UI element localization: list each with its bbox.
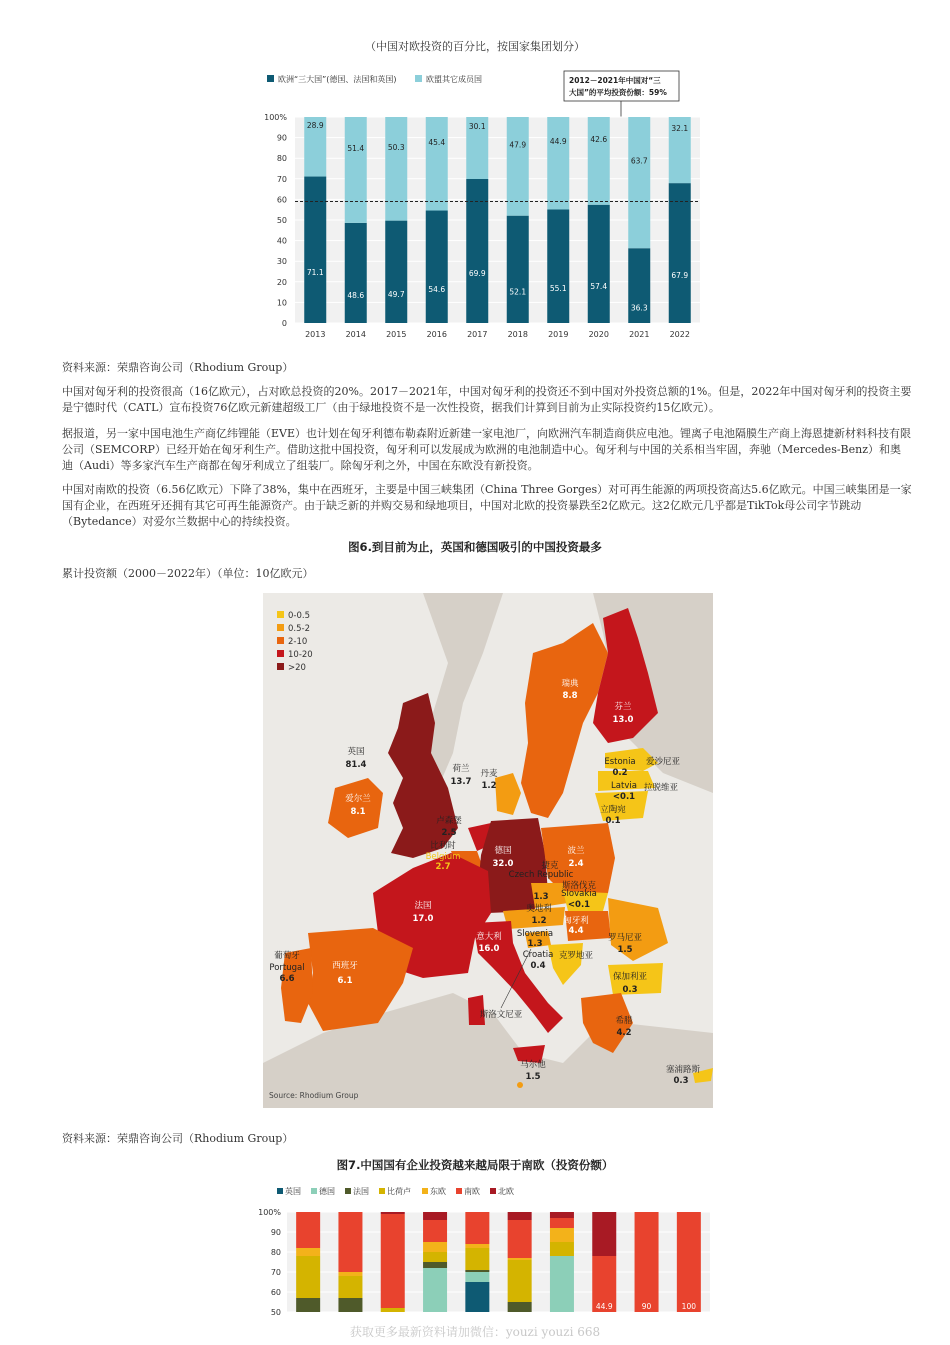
bar-segment	[547, 209, 569, 323]
y-tick-label: 10	[276, 298, 287, 308]
map-legend-4: >20	[288, 663, 306, 673]
fig7-bar-segment	[381, 1214, 405, 1308]
fig7-y-tick-label: 90	[270, 1228, 281, 1237]
label-be: 比利时	[430, 841, 456, 851]
legend-swatch-other	[415, 75, 422, 82]
legend-big3: 欧洲“三大国”(德国、法国和英国)	[278, 75, 397, 84]
fig7-legend-label: 北欧	[498, 1187, 514, 1196]
map-legend-swatch-3	[277, 650, 284, 657]
fig7-bar-segment	[465, 1212, 489, 1244]
label-mt: 马尔他	[520, 1060, 546, 1070]
fig7-y-tick-label: 50	[270, 1308, 281, 1316]
value-hr: 0.4	[530, 961, 546, 971]
fig6-subtitle: 累计投资额（2000－2022年）（单位：10亿欧元）	[62, 567, 314, 580]
bar-segment	[426, 117, 448, 211]
y-tick-label: 100%	[264, 113, 287, 122]
fig7-bar-segment	[508, 1260, 532, 1302]
fig7-bar-segment	[338, 1298, 362, 1312]
fig7-data-label: 100	[681, 1302, 697, 1311]
fig7-bar-segment	[296, 1298, 320, 1312]
fig7-bar-segment	[381, 1212, 405, 1214]
paragraph-3: 中国对南欧的投资（6.56亿欧元）下降了38%，集中在西班牙，主要是中国三峡集团（China Three Gorges）对可再生能源的两项投资高达5.6亿欧元。中国三峡集团是一家国有企业，在西班牙还拥有其它可再生能源资产。由于缺乏新的并购交易和绿地项目，中国对北欧的投资暴跌至2亿欧元。这2亿欧元几乎都是TikTok母公司字节跳动（Bytedance）对爱尔兰数据中心的持续投资。	[62, 483, 912, 528]
x-tick-label: 2014	[345, 330, 366, 339]
y-tick-label: 80	[276, 154, 287, 164]
label-hr: 克罗地亚	[558, 951, 594, 961]
fig7-legend-label: 法国	[353, 1187, 369, 1196]
value-se: 8.8	[562, 691, 578, 701]
fig7-bar-segment	[508, 1212, 532, 1220]
data-label: 42.6	[590, 134, 608, 144]
value-nl: 13.7	[450, 777, 472, 787]
fig7-bar-segment	[550, 1256, 574, 1312]
fig7-bar-segment	[508, 1302, 532, 1312]
label-se: 瑞典	[561, 679, 579, 689]
fig6-source: 资料来源：荣鼎咨询公司（Rhodium Group）	[62, 1132, 294, 1145]
value-es: 6.1	[337, 976, 353, 986]
y-tick-label: 60	[276, 195, 287, 205]
fig7-y-tick-label: 60	[270, 1288, 281, 1297]
label-lu: 卢森堡	[436, 816, 462, 826]
fig5-source: 资料来源：荣鼎咨询公司（Rhodium Group）	[62, 361, 294, 374]
bar-segment	[304, 177, 326, 323]
map-legend-swatch-4	[277, 663, 284, 670]
fig7-legend-swatch	[277, 1188, 283, 1194]
label-lv-en: Latvia	[611, 781, 637, 791]
value-fr: 17.0	[412, 914, 434, 924]
bar-segment	[385, 221, 407, 323]
label-lv: 拉脱维亚	[643, 783, 679, 793]
paragraph-1: 中国对匈牙利的投资很高（16亿欧元），占对欧总投资的20%。2017－2021年，中国对匈牙利的投资还不到中国对外投资总额的1%。但是，2022年中国对匈牙利的投资主要是宁德时代（CATL）宣布投资76亿欧元新建超级工厂（由于绿地投资不是一次性投资，据我们计算到目前为止实际投资约15亿欧元）。	[62, 385, 912, 414]
fig7-bar-segment	[423, 1252, 447, 1262]
data-label: 63.7	[630, 156, 648, 166]
fig7-bar-segment	[465, 1272, 489, 1282]
map-malta	[517, 1082, 523, 1088]
map-legend-swatch-2	[277, 637, 284, 644]
label-gr: 希腊	[615, 1016, 633, 1026]
label-de: 德国	[494, 846, 512, 856]
label-es: 西班牙	[332, 961, 358, 971]
bar-segment	[466, 179, 488, 323]
fig7-title: 图7.中国国有企业投资越来越局限于南欧（投资份额）	[336, 1158, 614, 1172]
map-legend-3: 10-20	[288, 650, 313, 660]
value-pt: 6.6	[279, 974, 295, 984]
x-tick-label: 2018	[507, 330, 528, 339]
x-tick-label: 2020	[588, 330, 609, 339]
label-pt-en: Portugal	[269, 963, 305, 973]
value-ie: 8.1	[350, 807, 366, 817]
fig7-bar-segment	[635, 1212, 659, 1312]
fig6-title: 图6.到目前为止，英国和德国吸引的中国投资最多	[348, 540, 602, 554]
fig7-legend-swatch	[379, 1188, 385, 1194]
value-be: 2.7	[435, 862, 451, 872]
fig7-legend-label: 南欧	[464, 1187, 480, 1196]
fig7-chart	[255, 1182, 715, 1316]
annotation-line1: 2012－2021年中国对“三	[569, 76, 661, 85]
fig7-bar-segment	[508, 1258, 532, 1260]
paragraph-2: 据报道，另一家中国电池生产商亿纬锂能（EVE）也计划在匈牙利德布勒森附近新建一家电池厂，向欧洲汽车制造商供应电池。锂离子电池隔膜生产商上海恩捷新材料科技有限公司（SEMCORP）已经开始在匈牙利生产。借助这批中国投资，匈牙利可以发展成为欧洲的电池制造中心。匈牙利与中国的关系相当牢固，奔驰（Mercedes-Benz）和奥迪（Audi）等多家汽车生产商都在匈牙利成立了组装厂。除匈牙利之外，中国在东欧没有新投资。	[62, 427, 911, 472]
value-lt: 0.1	[605, 816, 621, 826]
label-fi: 芬兰	[614, 702, 632, 712]
value-mt: 1.5	[525, 1072, 541, 1082]
data-label: 48.6	[347, 290, 365, 300]
data-label: 32.1	[671, 124, 689, 134]
fig7-bar-segment	[423, 1212, 447, 1220]
fig7-bar-segment	[550, 1212, 574, 1218]
label-ee-en: Estonia	[604, 757, 636, 767]
fig7-bar-segment	[296, 1248, 320, 1256]
x-tick-label: 2022	[669, 330, 690, 339]
fig7-bar-segment	[465, 1282, 489, 1312]
annotation-line2: 大国”的平均投资份额：59%	[569, 88, 667, 97]
fig7-data-label: 44.9	[595, 1302, 613, 1311]
fig7-bar-segment	[296, 1256, 320, 1298]
fig7-data-label: 90	[641, 1302, 652, 1311]
map-legend-swatch-0	[277, 611, 284, 618]
value-dk: 1.2	[481, 781, 497, 791]
value-lv: <0.1	[612, 792, 636, 802]
bar-segment	[426, 211, 448, 323]
label-hr-en: Croatia	[522, 950, 554, 960]
fig7-legend-swatch	[422, 1188, 428, 1194]
data-label: 49.7	[387, 289, 405, 299]
label-pl: 波兰	[567, 846, 585, 856]
legend-other: 欧盟其它成员国	[426, 75, 482, 84]
fig7-bar-segment	[338, 1212, 362, 1272]
bar-segment	[345, 117, 367, 223]
data-label: 52.1	[509, 287, 527, 297]
value-at: 1.2	[531, 916, 547, 926]
value-lu: 2.5	[441, 828, 457, 838]
y-tick-label: 0	[281, 319, 287, 328]
value-hu: 4.4	[568, 926, 584, 936]
fig7-bar-segment	[465, 1244, 489, 1248]
data-label: 69.9	[468, 269, 486, 279]
bar-segment	[547, 117, 569, 209]
y-tick-label: 90	[276, 133, 287, 143]
x-tick-label: 2021	[629, 330, 650, 339]
bar-segment	[507, 117, 529, 216]
fig7-legend-swatch	[490, 1188, 496, 1194]
value-cz: 1.3	[533, 892, 549, 902]
x-tick-label: 2016	[426, 330, 447, 339]
y-tick-label: 50	[276, 216, 287, 225]
europe-map	[263, 593, 713, 1108]
data-label: 51.4	[347, 143, 365, 153]
fig7-bar-segment	[592, 1212, 616, 1256]
fig7-y-tick-label: 100%	[258, 1208, 281, 1217]
fig7-legend-swatch	[345, 1188, 351, 1194]
data-label: 45.4	[428, 137, 446, 147]
label-sk-en: Slovakia	[561, 889, 597, 899]
fig7-legend-label: 英国	[285, 1187, 301, 1196]
fig7-bar-segment	[338, 1276, 362, 1298]
label-dk: 丹麦	[480, 769, 498, 779]
label-ro: 罗马尼亚	[607, 933, 643, 943]
fig7-bar-segment	[338, 1272, 362, 1276]
label-bg: 保加利亚	[612, 972, 648, 982]
fig7-legend-label: 东欧	[430, 1187, 446, 1196]
value-de: 32.0	[492, 859, 514, 869]
label-si-cn: 斯洛文尼亚	[479, 1010, 523, 1020]
fig7-bar-segment	[677, 1212, 701, 1312]
data-label: 47.9	[509, 140, 527, 150]
legend-swatch-big3	[267, 75, 274, 82]
fig7-bar-segment	[296, 1212, 320, 1248]
label-hu: 匈牙利	[563, 916, 589, 926]
map-legend-swatch-1	[277, 624, 284, 631]
label-si-en: Slovenia	[516, 929, 554, 939]
data-label: 67.9	[671, 271, 689, 281]
x-tick-label: 2013	[305, 330, 326, 339]
x-tick-label: 2019	[548, 330, 569, 339]
data-label: 50.3	[387, 142, 405, 152]
watermark: 获取更多最新资料请加微信：youzi youzi 668	[349, 1325, 601, 1339]
map-legend-0: 0-0.5	[288, 611, 310, 621]
label-pt: 葡萄牙	[274, 951, 300, 961]
bar-segment	[345, 223, 367, 323]
value-fi: 13.0	[612, 715, 634, 725]
fig7-bar-segment	[508, 1220, 532, 1258]
bar-segment	[385, 117, 407, 221]
label-fr: 法国	[414, 901, 432, 911]
map-legend-2: 2-10	[288, 637, 308, 647]
label-lt: 立陶宛	[600, 805, 626, 815]
label-cz-en: Czech Republic	[508, 870, 574, 880]
fig7-bar-segment	[465, 1270, 489, 1272]
data-label: 44.9	[549, 137, 567, 147]
label-cy: 塞浦路斯	[665, 1065, 701, 1075]
value-it: 16.0	[478, 944, 500, 954]
fig7-bar-segment	[550, 1228, 574, 1242]
label-ee: 爱沙尼亚	[645, 757, 681, 767]
fig7-bar-segment	[423, 1262, 447, 1268]
value-ee: 0.2	[612, 768, 628, 778]
label-cz: 捷克	[541, 861, 559, 871]
data-label: 54.6	[428, 284, 446, 294]
label-it: 意大利	[476, 932, 502, 942]
bar-segment	[588, 117, 610, 205]
fig7-y-tick-label: 70	[270, 1268, 281, 1277]
fig7-bar-segment	[381, 1308, 405, 1312]
fig5-subtitle: （中国对欧投资的百分比，按国家集团划分）	[365, 40, 585, 53]
x-tick-label: 2017	[467, 330, 488, 339]
value-sk: <0.1	[567, 900, 591, 910]
fig7-bar-segment	[423, 1242, 447, 1252]
data-label: 30.1	[468, 122, 486, 132]
fig7-bar-segment	[423, 1268, 447, 1312]
label-at: 奥地利	[526, 904, 552, 914]
fig7-legend-label: 德国	[319, 1187, 335, 1196]
value-pl: 2.4	[568, 859, 584, 869]
data-label: 28.9	[306, 120, 324, 130]
fig7-bar-segment	[550, 1242, 574, 1256]
label-sk: 斯洛伐克	[561, 881, 597, 891]
bar-segment	[588, 205, 610, 323]
label-be-en: Belgium	[425, 852, 461, 862]
bar-segment	[669, 183, 691, 323]
x-tick-label: 2015	[386, 330, 407, 339]
bar-segment	[628, 117, 650, 248]
data-label: 36.3	[630, 303, 648, 313]
fig5-chart	[255, 62, 710, 342]
fig7-bar-segment	[465, 1248, 489, 1270]
value-gr: 4.2	[616, 1028, 632, 1038]
fig7-legend-label: 比荷卢	[387, 1187, 411, 1196]
y-tick-label: 30	[276, 257, 287, 267]
map-source: Source: Rhodium Group	[269, 1091, 359, 1100]
data-label: 71.1	[306, 267, 324, 277]
y-tick-label: 70	[276, 174, 287, 184]
value-bg: 0.3	[622, 985, 638, 995]
map-legend-1: 0.5-2	[288, 624, 310, 634]
fig7-y-tick-label: 80	[270, 1248, 281, 1257]
bar-segment	[507, 216, 529, 323]
value-ro: 1.5	[617, 945, 633, 955]
data-label: 55.1	[549, 284, 567, 294]
value-uk: 81.4	[345, 760, 367, 770]
fig7-legend-swatch	[456, 1188, 462, 1194]
label-nl: 荷兰	[452, 764, 470, 774]
fig7-bar-segment	[423, 1220, 447, 1242]
y-tick-label: 20	[276, 277, 287, 287]
y-tick-label: 40	[276, 236, 287, 246]
label-ie: 爱尔兰	[345, 794, 371, 804]
fig7-bar-segment	[550, 1218, 574, 1228]
value-si: 1.3	[527, 939, 543, 949]
label-uk: 英国	[347, 747, 365, 757]
data-label: 57.4	[590, 281, 608, 291]
fig7-legend-swatch	[311, 1188, 317, 1194]
value-cy: 0.3	[673, 1076, 689, 1086]
